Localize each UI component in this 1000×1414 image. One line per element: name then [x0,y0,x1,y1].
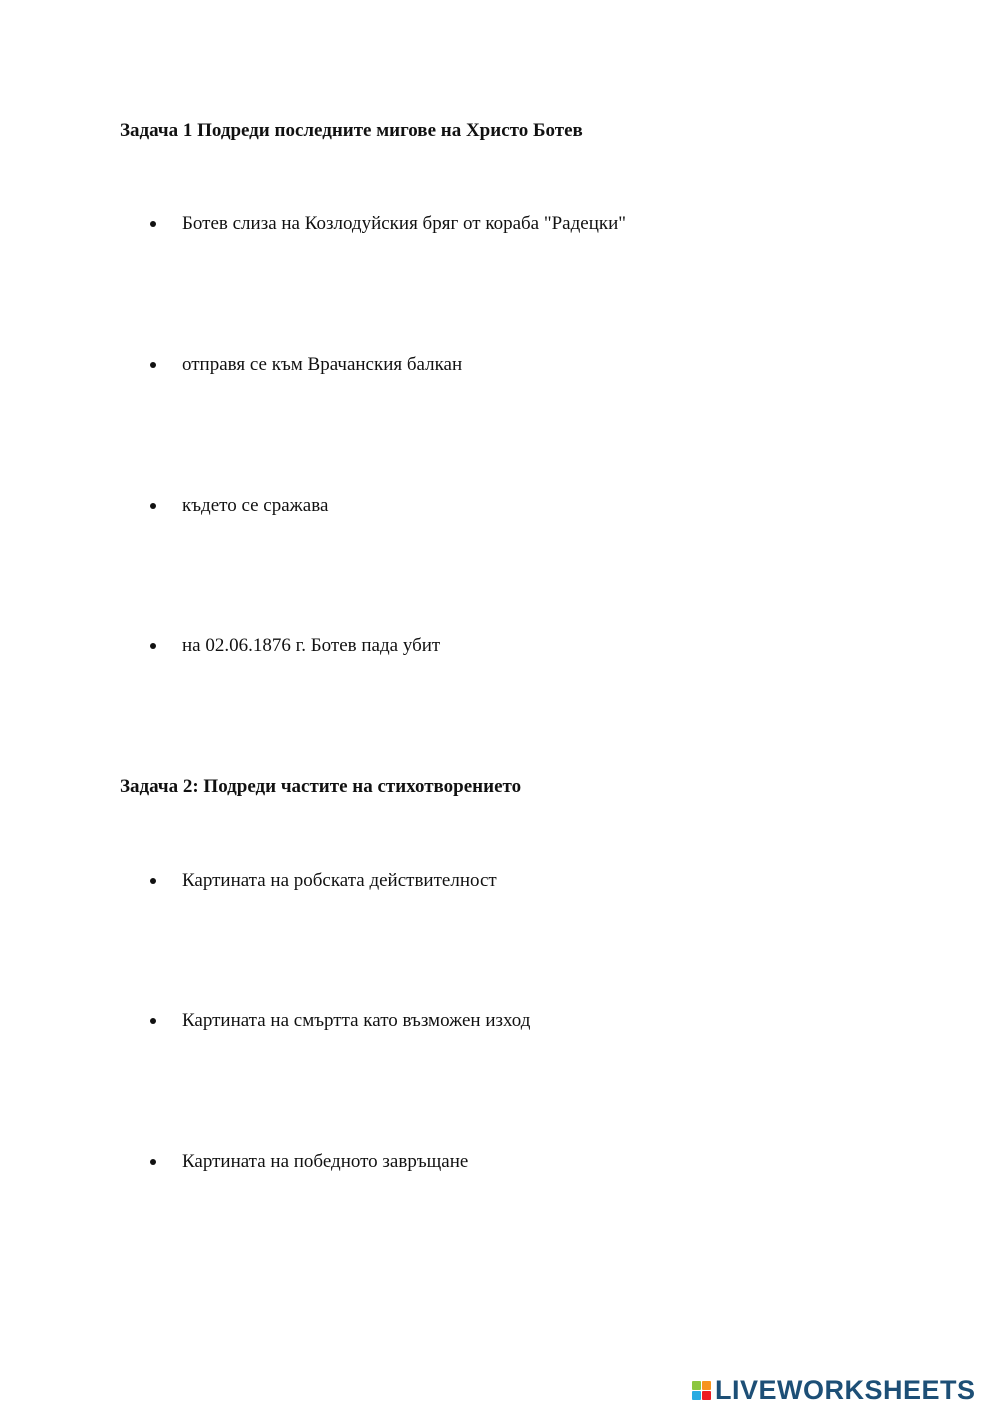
task1-item-text: където се сражава [182,495,329,516]
logo-square [692,1381,701,1390]
task1-item-text: отправя се към Врачанския балкан [182,354,463,375]
logo-square [692,1391,701,1400]
task2-list-item [148,1149,468,1175]
bullet-icon [150,643,156,649]
task2-item-text: Картината на победното завръщане [182,1151,469,1172]
task1-title: Задача 1 Подреди последните мигове на Христо Ботев [120,120,583,141]
logo-mark-icon [692,1381,711,1400]
liveworksheets-logo [692,1374,976,1406]
bullet-icon [150,362,156,368]
task1-item-text: Ботев слиза на Козлодуйския бряг от кораба "Радецки" [182,213,627,234]
bullet-icon [150,878,156,884]
task2-list-item [148,868,497,894]
task1-list-item [148,633,440,659]
bullet-icon [150,1159,156,1165]
task1-list-item [148,352,462,378]
task2-item-text: Картината на робската действителност [182,870,497,891]
logo-square [702,1391,711,1400]
bullet-icon [150,221,156,227]
logo-square [702,1381,711,1390]
task2-title: Задача 2: Подреди частите на стихотворението [120,776,522,797]
bullet-icon [150,503,156,509]
task1-list-item [148,211,626,237]
bullet-icon [150,1018,156,1024]
task2-list-item [148,1008,530,1034]
logo-text: LIVEWORKSHEETS [715,1375,976,1405]
task1-item-text: на 02.06.1876 г. Ботев пада убит [182,635,441,656]
task2-item-text: Картината на смъртта като възможен изход [182,1010,531,1031]
task1-list-item [148,493,328,519]
